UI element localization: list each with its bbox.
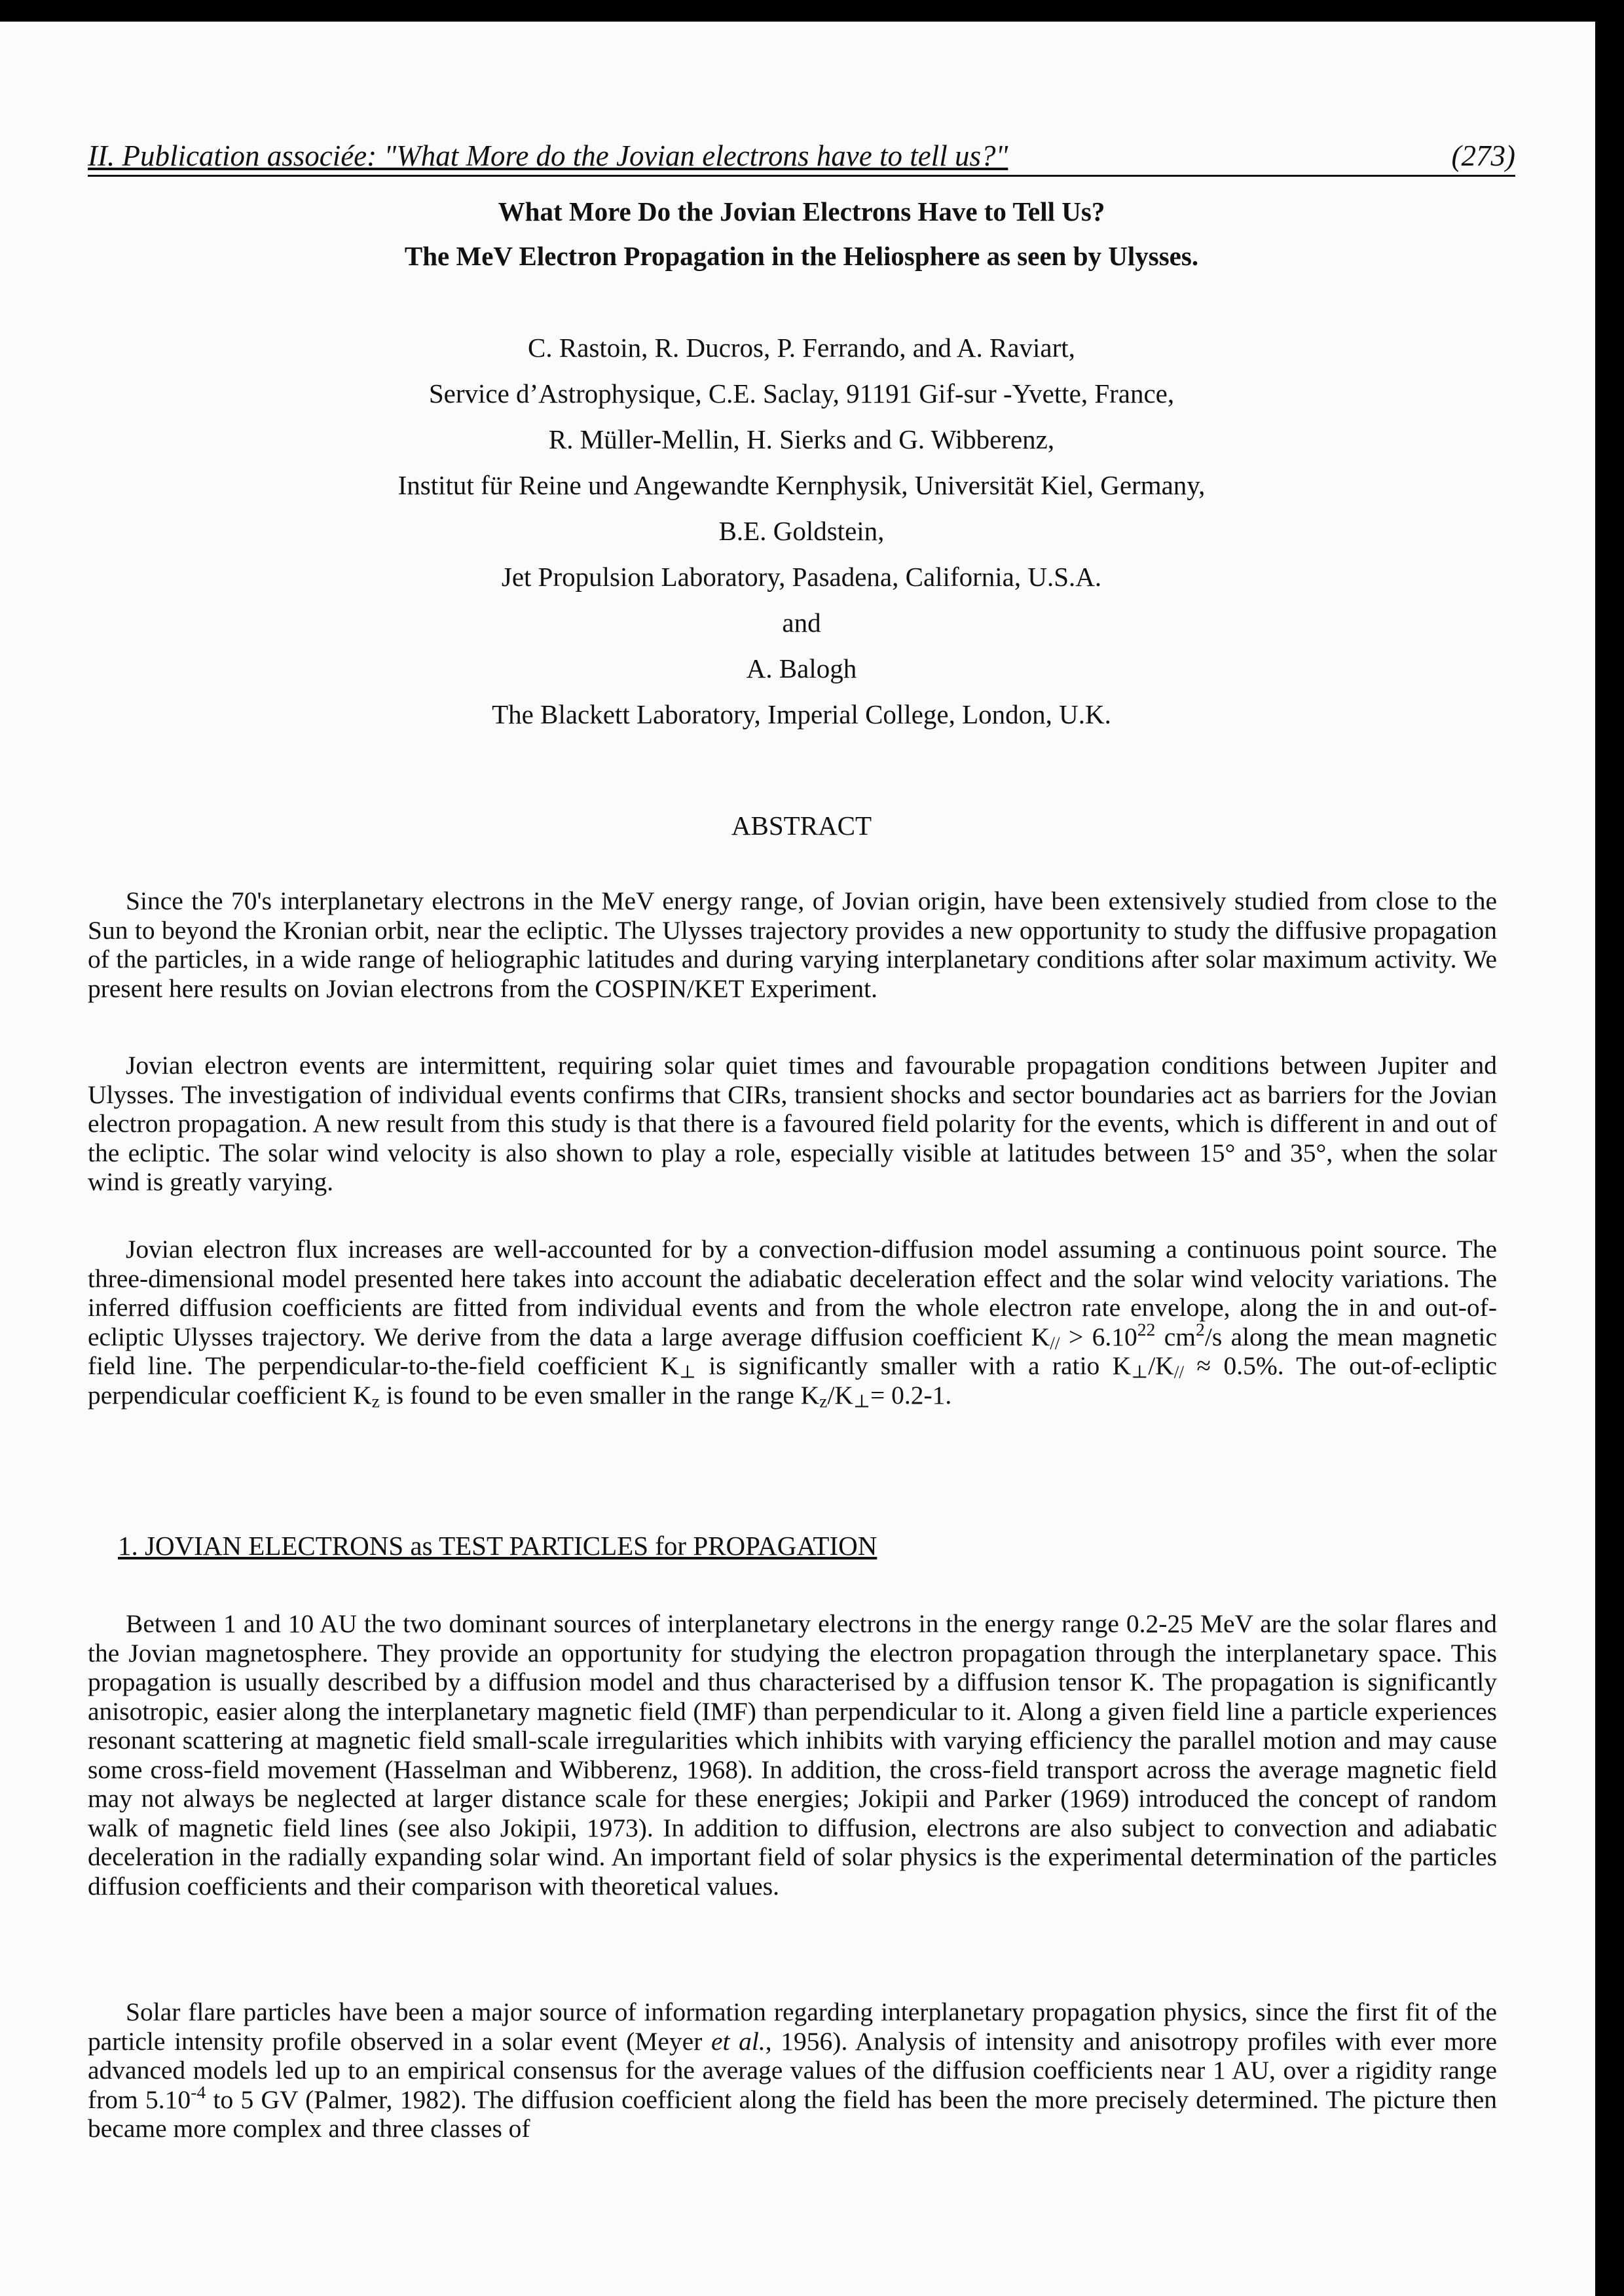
page-number: (273) (1451, 139, 1515, 172)
affiliation-line: Institut für Reine und Angewandte Kernphysik, Universität Kiel, Germany, (397, 470, 1206, 500)
paper-page (0, 22, 1595, 2296)
abstract-paragraph: Jovian electron flux increases are well-accounted for by a convection-diffusion model assuming a continuous point source. The three-dimensional model presented here takes into account the adiabatic deceleration effect and the solar wind velocity variations. The inferred diffusion coefficients are fitted from individual events and from the whole electron rate envelope, along the in and out-of-ecliptic Ulysses trajectory. We derive from the data a large average diffusion coefficient $K_{//} > 6.10^{22}$ $cm^2/s$ along the mean magnetic field line. The perpendicular-to-the-field coefficient $K_\perp$ is significantly smaller with a ratio $K_\perp/K_{//} \approx 0.5\%$. The out-of-ecliptic perpendicular coefficient $K_z$ is found to be even smaller in the range $K_z/K_\perp= 0.2-1$. (88, 1235, 1498, 1412)
running-header (88, 137, 1515, 177)
affiliation-line: Jet Propulsion Laboratory, Pasadena, California, U.S.A. (501, 562, 1102, 592)
body-paragraph: Between 1 and 10 AU the two dominant sources of interplanetary electrons in the energy range 0.2-25 MeV are the solar flares and the Jovian magnetosphere. They provide an opportunity for studying the electron propagation through the interplanetary space. This propagation is usually described by a diffusion model and thus characterised by a diffusion tensor K. The propagation is significantly anisotropic, easier along the interplanetary magnetic field (IMF) than perpendicular to it. Along a given field line a particle experiences resonant scattering at magnetic field small-scale irregularities which inhibits with varying efficiency the parallel motion and may cause some cross-field movement (Hasselman and Wibberenz, 1968). In addition, the cross-field transport across the average magnetic field may not always be neglected at larger distance scale for these energies; Jokipii and Parker (1969) introduced the concept of random walk of magnetic field lines (see also Jokipii, 1973). In addition to diffusion, electrons are also subject to convection and adiabatic deceleration in the radially expanding solar wind. An important field of solar physics is the experimental determination of the particles diffusion coefficients and their comparison with theoretical values. (88, 1609, 1497, 1901)
body-paragraph: Solar flare particles have been a major source of information regarding interplanetary propagation physics, since the first fit of the particle intensity profile observed in a solar event (Meyer et al., 1956). Analysis of intensity and anisotropy profiles with ever more advanced models led up to an empirical consensus for the average values of the diffusion coefficients near 1 AU, over a rigidity range from $5.10^{-4}$ to 5 GV (Palmer, 1982). The diffusion coefficient along the field has been the more precisely determined. The picture then became more complex and three classes of (88, 1997, 1497, 2143)
author-line: A. Balogh (746, 653, 857, 683)
affiliation-line: Service d’Astrophysique, C.E. Saclay, 91191 Gif-sur -Yvette, France, (428, 378, 1175, 409)
author-line: B.E. Goldstein, (718, 516, 885, 546)
paper-title: What More Do the Jovian Electrons Have to Tell Us? (498, 196, 1105, 227)
author-line: C. Rastoin, R. Ducros, P. Ferrando, and A. Raviart, (528, 333, 1075, 363)
abstract-paragraph: Jovian electron events are intermittent, requiring solar quiet times and favourable propagation conditions between Jupiter and Ulysses. The investigation of individual events confirms that CIRs, transient shocks and sector boundaries act as barriers for the Jovian electron propagation. A new result from this study is that there is a favoured field polarity for the events, which is different in and out of the ecliptic. The solar wind velocity is also shown to play a role, especially visible at latitudes between 15° and 35°, when the solar wind is greatly varying. (88, 1051, 1497, 1196)
section-heading: 1. JOVIAN ELECTRONS as TEST PARTICLES for PROPAGATION (118, 1531, 877, 1561)
author-conjunction: and (782, 608, 821, 638)
abstract-paragraph: Since the 70's interplanetary electrons in the MeV energy range, of Jovian origin, have been extensively studied from close to the Sun to beyond the Kronian orbit, near the ecliptic. The Ulysses trajectory provides a new opportunity to study the diffusive propagation of the particles, in a wide range of heliographic latitudes and during varying interplanetary conditions after solar maximum activity. We present here results on Jovian electrons from the COSPIN/KET Experiment. (88, 886, 1497, 1003)
author-line: R. Müller-Mellin, H. Sierks and G. Wibberenz, (548, 424, 1055, 454)
affiliation-line: The Blackett Laboratory, Imperial College, London, U.K. (492, 699, 1111, 729)
paper-subtitle: The MeV Electron Propagation in the Heliosphere as seen by Ulysses. (404, 241, 1199, 271)
running-header-title: II. Publication associée: "What More do the Jovian electrons have to tell us?" (88, 139, 1008, 172)
abstract-heading: ABSTRACT (731, 811, 872, 841)
